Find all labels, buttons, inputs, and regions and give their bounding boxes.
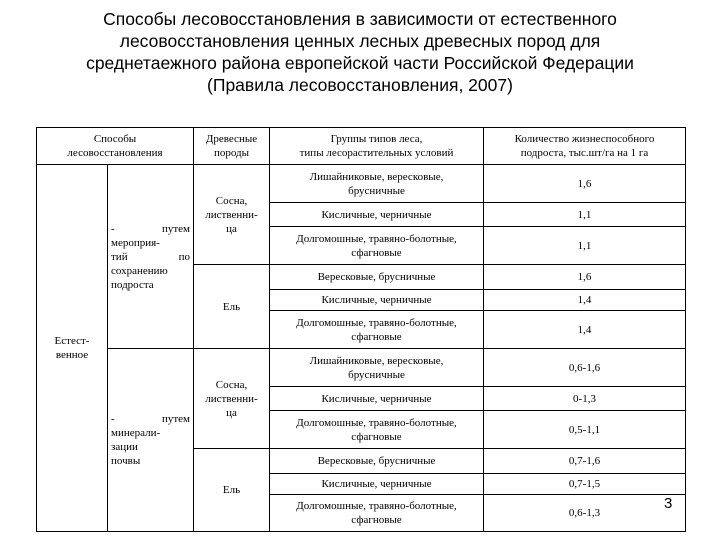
submethod-line: тий по [111,250,190,263]
group-line: сфагновые [351,330,402,343]
forest-group-cell [270,290,484,311]
forest-group-cell [270,495,484,532]
title-line: лесовосстановления ценных лесных древесных пород для [119,31,601,51]
group-line: сфагновые [351,514,402,526]
header-count [484,128,686,165]
submethod-line: мероприя- [111,236,160,249]
forest-group-cell [270,311,484,349]
group-line: Кисличные, черничные [321,478,432,490]
header-methods-line: лесовосстановления [67,147,163,159]
forest-group-cell [270,474,484,495]
method-line: Естест- [54,335,90,347]
reforestation-table [36,127,686,532]
count-cell: 1,4 [484,311,686,349]
table-header-row [37,128,686,165]
header-count-line: Количество жизнеспособного [514,133,655,145]
species-pine [194,165,270,265]
group-line: брусничные [348,184,405,197]
group-line: Кисличные, черничные [321,208,432,221]
group-line: Кисличные, черничные [321,294,432,306]
species-line: Сосна, [215,378,248,391]
count-cell: 1,6 [484,265,686,290]
header-species-line: породы [213,147,250,159]
species-spruce: Ель [194,449,270,532]
forest-group-cell [270,227,484,265]
submethod-line: минерали- [111,427,161,439]
submethod-line: сохранению [111,264,168,277]
forest-group-cell [270,349,484,387]
count-cell: 0,7-1,6 [484,449,686,474]
title-line: (Правила лесовосстановления, 2007) [207,75,513,95]
group-line: Лишайниковые, вересковые, [309,170,444,183]
group-line: Долгомошные, травяно-болотные, [296,232,457,245]
submethod-line: - путем [111,222,190,235]
submethod-line: - путем [111,413,190,425]
species-line: лиственни- [205,208,258,221]
group-line: Долгомошные, травяно-болотные, [296,416,457,429]
method-line: венное [55,349,89,361]
group-line: сфагновые [351,246,402,259]
count-cell: 0-1,3 [484,387,686,411]
count-cell: 0,6-1,6 [484,349,686,387]
group-line: Кисличные, черничные [321,392,432,405]
group-line: Долгомошные, травяно-болотные, [296,316,457,329]
group-line: Лишайниковые, вересковые, [309,354,444,367]
table-row [37,165,686,203]
species-line: Сосна, [215,194,248,207]
header-methods-line: Способы [93,133,137,145]
header-methods [37,128,194,165]
group-line: брусничные [348,368,405,381]
group-line: Долгомошные, травяно-болотные, [296,500,457,512]
species-spruce: Ель [194,265,270,349]
count-cell: 1,1 [484,227,686,265]
header-groups [270,128,484,165]
count-cell: 0,7-1,5 [484,474,686,495]
count-cell: 1,1 [484,203,686,227]
species-line: ца [226,222,237,235]
header-groups-line: типы лесорастительных условий [299,147,454,159]
count-cell: 1,4 [484,290,686,311]
count-cell: 0,5-1,1 [484,411,686,449]
forest-group-cell [270,411,484,449]
species-line: ца [226,406,237,419]
page-number: 3 [664,495,673,512]
forest-group-cell [270,387,484,411]
count-cell: 0,6-1,3 [484,495,686,532]
species-line: лиственни- [205,392,258,405]
header-count-line: подроста, тыс.шт/га на 1 га [520,147,649,159]
group-line: сфагновые [351,430,402,443]
title-line: среднетаежного района европейской части Российской Федерации [86,53,634,73]
forest-group-cell [270,203,484,227]
method-natural [37,165,108,532]
submethod-line: подроста [111,278,154,291]
table-row [37,349,686,387]
count-cell: 1,6 [484,165,686,203]
header-groups-line: Группы типов леса, [330,133,423,145]
forest-group-cell [270,165,484,203]
header-species-line: Древесные [205,133,258,145]
document-title [0,8,720,96]
species-pine [194,349,270,449]
group-line: Вересковые, брусничные [317,455,436,467]
submethod-undergrowth [108,165,194,349]
submethod-line: зации [111,441,138,453]
group-line: Вересковые, брусничные [317,271,436,283]
title-line: Способы лесовосстановления в зависимости от естественного [103,9,617,29]
header-species [194,128,270,165]
submethod-line: почвы [111,455,141,467]
submethod-mineralization [108,349,194,532]
forest-group-cell [270,265,484,290]
forest-group-cell [270,449,484,474]
